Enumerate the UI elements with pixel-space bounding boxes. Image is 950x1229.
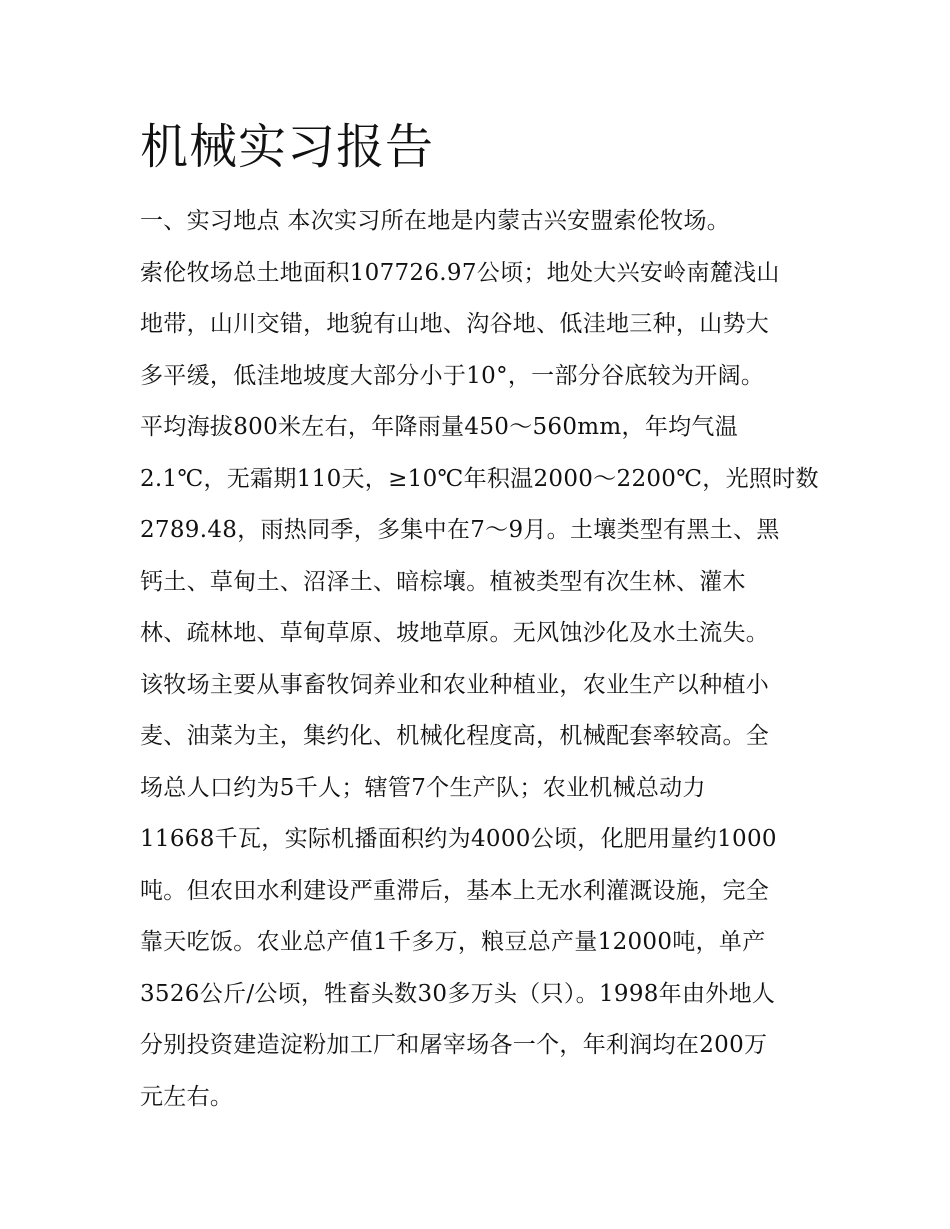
text-line: 场总人口约为5千人；辖管7个生产队；农业机械总动力 <box>140 774 706 801</box>
text-line: 11668千瓦，实际机播面积约为4000公顷，化肥用量约1000 <box>140 826 777 852</box>
text-line: 该牧场主要从事畜牧饲养业和农业种植业，农业生产以种植小 <box>140 671 770 698</box>
text-line: 元左右。 <box>140 1083 234 1110</box>
text-line: 多平缓，低洼地坡度大部分小于10°，一部分谷底较为开阔。 <box>140 362 765 389</box>
text-line: 林、疏林地、草甸草原、坡地草原。无风蚀沙化及水土流失。 <box>140 620 770 646</box>
text-line: 平均海拔800米左右，年降雨量450～560mm，年均气温 <box>140 414 739 440</box>
text-line: 地带，山川交错，地貌有山地、沟谷地、低洼地三种，山势大 <box>140 311 770 337</box>
text-line: 靠天吃饭。农业总产值1千多万，粮豆总产量12000吨，单产 <box>140 929 766 955</box>
page-title: 机械实习报告 <box>140 119 435 175</box>
text-line: 钙土、草甸土、沼泽土、暗棕壤。植被类型有次生林、灌木 <box>140 568 746 595</box>
text-line: 吨。但农田水利建设严重滞后，基本上无水利灌溉设施，完全 <box>140 877 770 904</box>
text-line: 3526公斤/公顷，牲畜头数30多万头（只）。1998年由外地人 <box>140 980 776 1007</box>
text-line: 2.1℃，无霜期110天，≥10℃年积温2000～2200℃，光照时数 <box>140 465 819 492</box>
text-line: 2789.48，雨热同季，多集中在7～9月。土壤类型有黑土、黑 <box>140 517 780 543</box>
text-line: 一、实习地点 本次实习所在地是内蒙古兴安盟索伦牧场。 <box>140 208 731 234</box>
text-line: 索伦牧场总土地面积107726.97公顷；地处大兴安岭南麓浅山 <box>140 259 780 286</box>
text-line: 分别投资建造淀粉加工厂和屠宰场各一个，年利润均在200万 <box>140 1032 768 1058</box>
body-text <box>140 196 830 1123</box>
text-line: 麦、油菜为主，集约化、机械化程度高，机械配套率较高。全 <box>140 723 770 749</box>
